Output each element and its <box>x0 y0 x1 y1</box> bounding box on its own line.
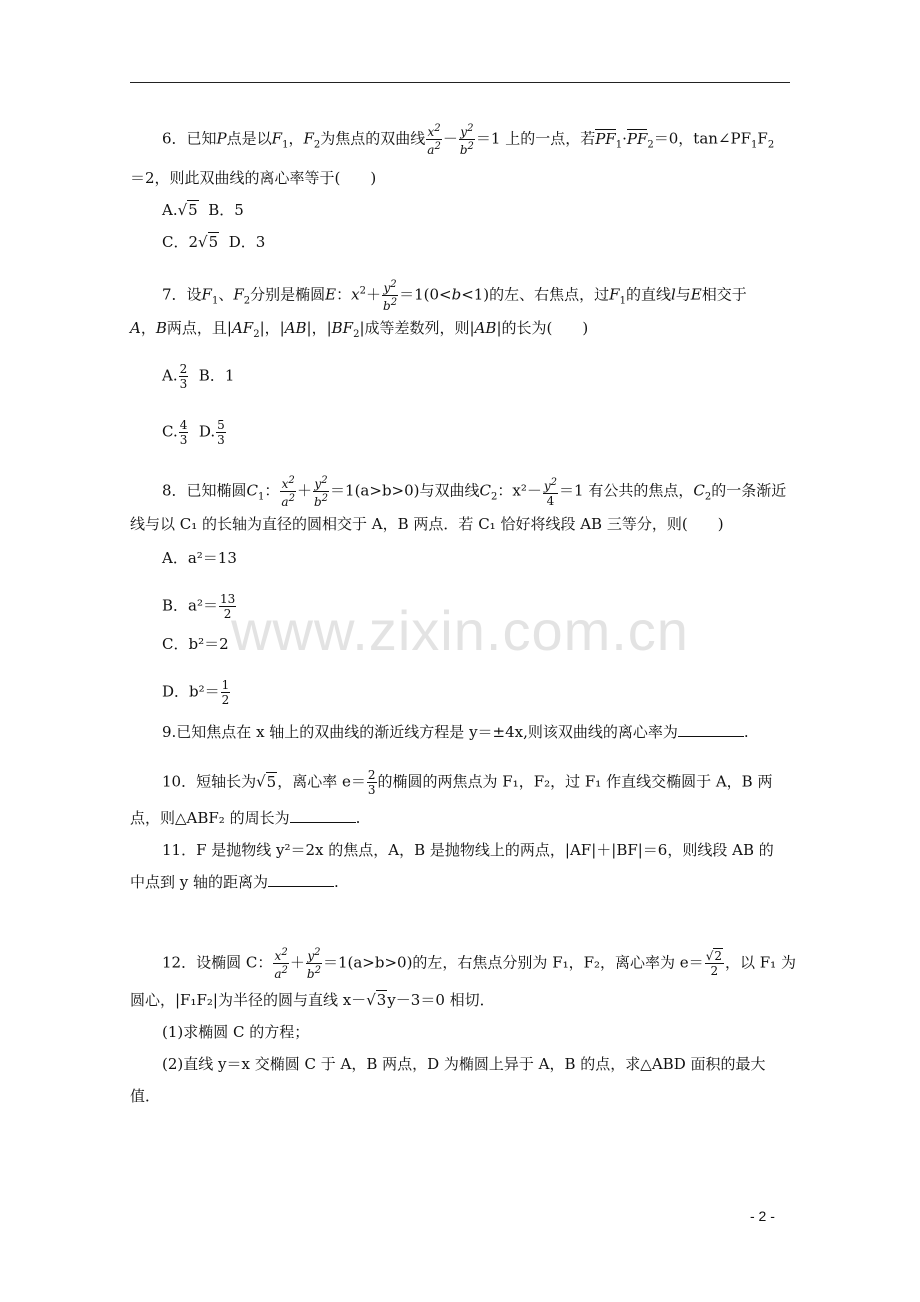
q6-text: ＝0，tan∠PF <box>653 129 752 148</box>
q11-end: . <box>334 873 339 891</box>
q7-var-l: l <box>670 285 676 304</box>
q7-opt-d: D. <box>198 422 216 441</box>
q7-text: ： <box>336 285 352 304</box>
q6-line2: ＝2，则此双曲线的离心率等于( ) <box>130 169 377 187</box>
q7-text: 分别是椭圆 <box>250 285 326 304</box>
q8-opt-d-label: D．b²＝ <box>162 682 220 701</box>
q7-var-B: B <box>155 319 167 337</box>
q8-frac-y4: $\frac{y^2}{4}$ <box>543 476 558 508</box>
q11-answer-blank <box>268 874 334 887</box>
q7-opt-b: B．1 <box>198 366 235 385</box>
q6-options-cd: C．2√5 D．3 <box>162 233 266 251</box>
q6-line1: 6．已知P点是以$F_1$，$F_2$为焦点的双曲线 $\frac{x^2}{a^2}$ － $\frac{y^2}{b^2}$ ＝1 上的一点，若$PF_1\cdot PF_2=0$，$\tan\angle PF_1F_2$ <box>162 123 775 157</box>
q7-var-AF2: AF <box>231 319 254 337</box>
q7-line1: 7．设$F_1$、$F_2$分别是椭圆E：$x^2+$ $\frac{y^2}{b^2}$ ＝1(0<b<1)的左、右焦点，过$F_1$的直线l与E相交于 <box>162 279 747 313</box>
q9-text: 9.已知焦点在 x 轴上的双曲线的渐近线方程是 y＝±4x,则该双曲线的离心率为 <box>162 723 678 741</box>
q8-var-C2: C <box>479 481 491 500</box>
q7-line2: A，B两点，且$|AF_2|$，|AB|，$|BF_2|$成等差数列，则|AB|的长为( ) <box>130 319 589 340</box>
q12-text: y－3＝0 相切． <box>387 991 495 1009</box>
q9-answer-blank <box>678 724 744 737</box>
q12-frac-x: $\frac{x^2}{a^2}$ <box>274 947 288 981</box>
q6-var-F2: F <box>303 129 314 148</box>
q10-sqrt-val: 5 <box>266 772 277 791</box>
q7-opt-a: A. <box>162 366 178 385</box>
q8-opt-b <box>162 592 822 621</box>
q7-var-A: A <box>130 319 141 337</box>
q6-frac-y: $\frac{y^2}{b^2}$ <box>459 123 474 157</box>
page-number: - 2 - <box>750 1208 775 1224</box>
q7-opt-c: C. <box>162 422 178 441</box>
q8-text: ： <box>264 481 280 500</box>
q6-text: ＝1 上的一点，若 <box>475 129 596 148</box>
q7-var-b: b <box>451 285 462 304</box>
q6-opt-a: A. <box>162 201 178 219</box>
q6-text: 点是以 <box>226 129 272 148</box>
q12-line2: 圆心，|F₁F₂|为半径的圆与直线 x－√3y－3＝0 相切． <box>130 991 495 1009</box>
q6-text: 为焦点的双曲线 <box>320 129 426 148</box>
q8-frac-x: $\frac{x^2}{a^2}$ <box>281 475 295 509</box>
q7-text: |成等差数列，则| <box>359 319 475 337</box>
q7-text: 与 <box>675 285 691 304</box>
q6-text: 6．已知 <box>162 129 217 148</box>
q11-text: 中点到 y 轴的距离为 <box>130 873 269 891</box>
q8-text: 8．已知椭圆 <box>162 481 247 500</box>
q6-frac-x: $\frac{x^2}{a^2}$ <box>427 123 441 157</box>
q10-end: . <box>355 809 361 827</box>
q6-opt-a-val: 5 <box>188 201 198 219</box>
q6-var-P: P <box>216 129 227 148</box>
q6-var-F1: F <box>271 129 283 148</box>
q12-part1: (1)求椭圆 C 的方程； <box>162 1023 310 1041</box>
q12-text: ，以 F₁ 为 <box>724 953 796 972</box>
q6-opt-d: D．3 <box>228 233 266 251</box>
q12-frac-y: $\frac{y^2}{b^2}$ <box>306 947 321 981</box>
q7-text: <1)的左、右焦点，过 <box>461 285 610 304</box>
q7-var-BF2: BF <box>331 319 354 337</box>
q7-text: |，| <box>259 319 285 337</box>
q6-dot: · <box>622 129 627 148</box>
q10-text: 点，则△ABF₂ 的周长为 <box>130 809 290 827</box>
q7-text: ， <box>140 319 156 337</box>
q7-options-ab <box>162 362 822 391</box>
q8-line1: 8．已知椭圆$C_1$： $\frac{x^2}{a^2}$ ＋ $\frac{y^2}{b^2}$ ＝1(a>b>0)与双曲线$C_2$：x²－ $\frac{y^2}{4}$ ＝1 有公共的焦点，$C_2$的一条渐近 <box>162 475 787 509</box>
q6-vector-PF1: PF <box>595 129 616 148</box>
q7-options-cd <box>162 418 822 447</box>
q8-opt-b-frac: $\frac{13}{2}$ <box>219 592 236 621</box>
q6-options-ab: A.√5 B．5 <box>162 201 244 219</box>
q8-frac-y: $\frac{y^2}{b^2}$ <box>313 475 329 509</box>
q12-sqrt-val: 3 <box>376 991 387 1009</box>
q7-opt-c-frac: $\frac{4}{3}$ <box>179 418 188 447</box>
q8-var-C1: C <box>246 481 259 500</box>
q8-text: ＝1(a>b>0)与双曲线 <box>330 481 480 500</box>
q9-line <box>162 722 822 742</box>
q10-text: 的椭圆的两焦点为 F₁，F₂，过 F₁ 作直线交椭圆于 A，B 两 <box>377 772 773 791</box>
q7-var-E: E <box>325 285 337 304</box>
q7-opt-d-frac: $\frac{5}{3}$ <box>217 418 225 447</box>
q7-text: ＝1(0< <box>399 285 452 304</box>
q12-part2-line2: 值． <box>130 1087 161 1105</box>
q12-text: 圆心，|F₁F₂|为半径的圆与直线 x－ <box>130 991 367 1009</box>
q10-text: 10．短轴长为 <box>162 772 257 791</box>
q12-frac-e: $\frac{√2}{2}$ <box>705 949 722 978</box>
q6-opt-b: B．5 <box>208 201 244 219</box>
q6-vector-PF2: PF <box>626 129 648 148</box>
q7-text: |的长为( ) <box>496 319 589 337</box>
watermark: www.zixin.com.cn <box>231 599 689 662</box>
q10-frac: $\frac{2}{3}$ <box>367 768 376 797</box>
q7-opt-a-frac: $\frac{2}{3}$ <box>179 362 188 391</box>
q7-text: 、 <box>218 285 234 304</box>
q10-line1: 10．短轴长为√5，离心率 e＝ $\frac{2}{3}$ 的椭圆的两焦点为 F₁，F₂，过 F₁ 作直线交椭圆于 A，B 两 <box>162 768 773 797</box>
q11-line2 <box>130 872 790 892</box>
q7-text: 相交于 <box>701 285 747 304</box>
q7-text: |，| <box>306 319 332 337</box>
q6-opt-c-val: 5 <box>208 233 219 251</box>
q10-answer-blank <box>290 810 356 823</box>
q12-text: ＝1(a>b>0)的左，右焦点分别为 F₁，F₂，离心率为 e＝ <box>322 953 704 972</box>
q7-text: 两点，且| <box>166 319 232 337</box>
q8-text: ：x²－ <box>497 481 542 500</box>
q9-end: . <box>743 723 749 741</box>
q8-line2: 线与以 C₁ 的长轴为直径的圆相交于 A，B 两点．若 C₁ 恰好将线段 AB 三等分，则( ) <box>130 515 724 533</box>
q7-frac-y: $\frac{y^2}{b^2}$ <box>383 279 398 313</box>
q11-line1: 11．F 是抛物线 y²＝2x 的焦点，A，B 是抛物线上的两点，|AF|＋|BF|＝6，则线段 AB 的 <box>162 841 774 859</box>
q8-text: 的一条渐近 <box>711 481 787 500</box>
q7-text: 7．设 <box>162 285 202 304</box>
header-rule <box>130 82 790 83</box>
q10-text: ，离心率 e＝ <box>277 772 366 791</box>
q10-line2 <box>130 808 790 828</box>
q7-text: 的直线 <box>625 285 671 304</box>
q8-opt-d-frac: $\frac{1}{2}$ <box>221 678 230 707</box>
q6-opt-c: C．2 <box>162 233 199 251</box>
q8-opt-c: C．b²＝2 <box>162 635 229 653</box>
q12-part2-line1: (2)直线 y＝x 交椭圆 C 于 A，B 两点，D 为椭圆上异于 A，B 的点，求△ABD 面积的最大 <box>162 1055 766 1073</box>
q12-text: 12．设椭圆 C： <box>162 953 273 972</box>
q8-opt-b-label: B．a²＝ <box>162 596 218 615</box>
q12-line1: 12．设椭圆 C： $\frac{x^2}{a^2}$ ＋ $\frac{y^2}{b^2}$ ＝1(a>b>0)的左，右焦点分别为 F₁，F₂，离心率为 e＝ $\frac{√2}{2}$ ，以 F₁ 为 <box>162 947 796 981</box>
q8-text: ＝1 有公共的焦点， <box>559 481 694 500</box>
q8-opt-d <box>162 678 822 707</box>
q7-var-AB: AB <box>284 319 307 337</box>
q8-opt-a: A．a²＝13 <box>162 549 237 567</box>
